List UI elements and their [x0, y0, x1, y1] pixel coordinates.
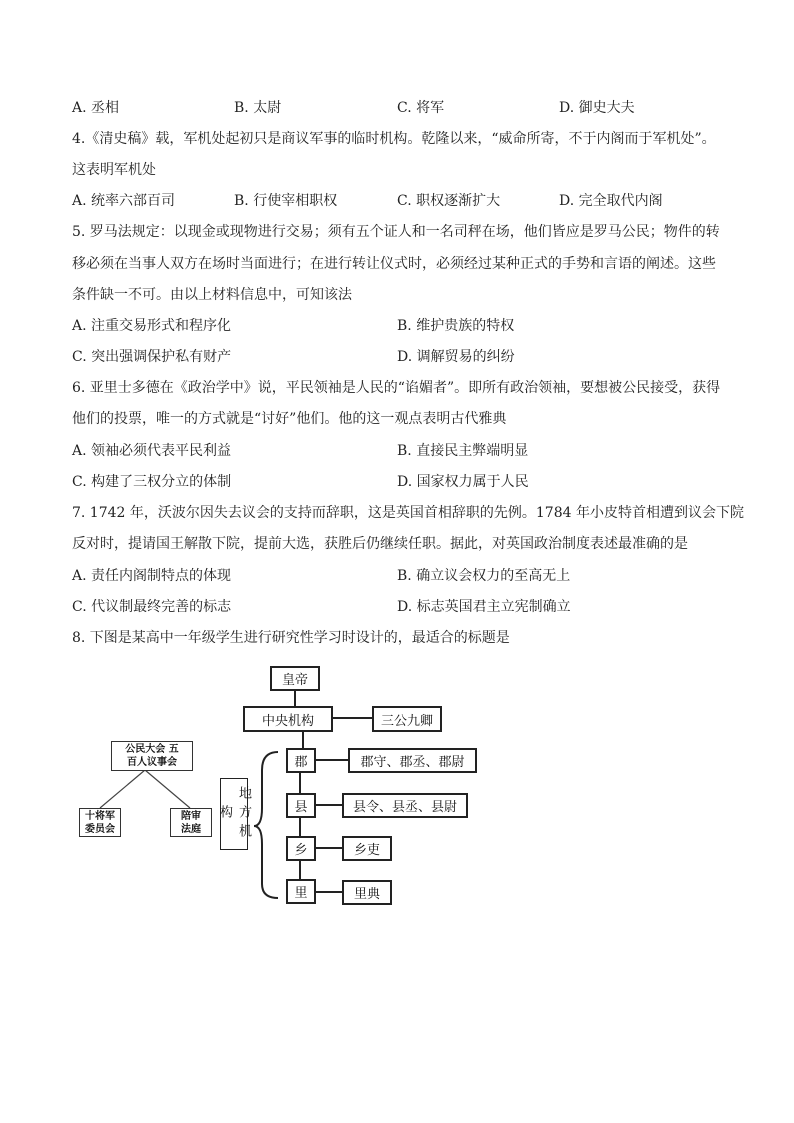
sangong-jiuqing-box: 三公九卿 [372, 706, 442, 732]
q6-option-d: D. 国家权力属于人民 [397, 474, 529, 490]
li-box: 里 [286, 879, 316, 904]
q7-stem-line1: 7. 1742 年，沃波尔因失去议会的支持而辞职，这是英国首相辞职的先例。1784 年小皮特首相遭到议会下院 [72, 505, 744, 521]
athens-court-box: 陪审 法庭 [170, 808, 212, 837]
xian-officials-box: 县令、县丞、县尉 [342, 793, 468, 818]
li-officials-box: 里典 [342, 880, 392, 905]
q4-stem-line2: 这表明军机处 [72, 162, 156, 178]
jun-box: 郡 [286, 748, 316, 773]
q6-option-c: C. 构建了三权分立的体制 [72, 474, 232, 490]
q6-option-a: A. 领袖必须代表平民利益 [72, 443, 232, 459]
q8-stem: 8. 下图是某高中一年级学生进行研究性学习时设计的，最适合的标题是 [72, 630, 510, 646]
q5-stem-line3: 条件缺一不可。由以上材料信息中，可知该法 [72, 287, 352, 303]
q6-option-b: B. 直接民主弊端明显 [397, 443, 529, 459]
q5-option-b: B. 维护贵族的特权 [397, 318, 515, 334]
q7-option-b: B. 确立议会权力的至高无上 [397, 568, 571, 584]
xiang-officials-box: 乡吏 [342, 836, 392, 861]
q6-stem-line1: 6. 亚里士多德在《政治学中》说，平民领袖是人民的“谄媚者”。即所有政治领袖，要想被公民接受，获得 [72, 380, 721, 396]
xiang-box: 乡 [286, 836, 316, 861]
q3-option-d: D. 御史大夫 [559, 100, 635, 116]
q4-option-d: D. 完全取代内阁 [559, 193, 663, 209]
q7-option-a: A. 责任内阁制特点的体现 [72, 568, 232, 584]
q5-option-c: C. 突出强调保护私有财产 [72, 349, 232, 365]
q7-option-d: D. 标志英国君主立宪制确立 [397, 599, 571, 615]
q4-stem-line1: 4.《清史稿》载，军机处起初只是商议军事的临时机构。乾隆以来，“威命所寄，不于内阁而于军机处”。 [72, 131, 716, 147]
q4-option-b: B. 行使宰相职权 [234, 193, 338, 209]
q6-stem-line2: 他们的投票，唯一的方式就是“讨好”他们。他的这一观点表明古代雅典 [72, 411, 507, 427]
q3-option-c: C. 将军 [397, 100, 445, 116]
q5-option-a: A. 注重交易形式和程序化 [72, 318, 232, 334]
xian-box: 县 [286, 793, 316, 818]
athens-assembly-box: 公民大会 五百人议事会 [111, 741, 193, 771]
jun-officials-box: 郡守、郡丞、郡尉 [348, 748, 477, 773]
q5-stem-line1: 5. 罗马法规定：以现金或现物进行交易；须有五个证人和一名司秤在场，他们皆应是罗马公民；物件的转 [72, 224, 720, 240]
q7-option-c: C. 代议制最终完善的标志 [72, 599, 232, 615]
central-institution-box: 中央机构 [243, 706, 333, 732]
local-institution-box: 地方机构 [220, 778, 248, 850]
emperor-box: 皇帝 [270, 666, 320, 691]
q5-stem-line2: 移必须在当事人双方在场时当面进行；在进行转让仪式时，必须经过某种正式的手势和言语的阐述。这些 [72, 256, 716, 272]
q5-option-d: D. 调解贸易的纠纷 [397, 349, 515, 365]
q4-option-a: A. 统率六部百司 [72, 193, 176, 209]
q7-stem-line2: 反对时，提请国王解散下院，提前大选，获胜后仍继续任职。据此，对英国政治制度表述最准确的是 [72, 536, 688, 552]
q4-option-c: C. 职权逐渐扩大 [397, 193, 501, 209]
q3-option-a: A. 丞相 [72, 100, 120, 116]
q3-option-b: B. 太尉 [234, 100, 282, 116]
athens-generals-box: 十将军 委员会 [79, 808, 121, 837]
